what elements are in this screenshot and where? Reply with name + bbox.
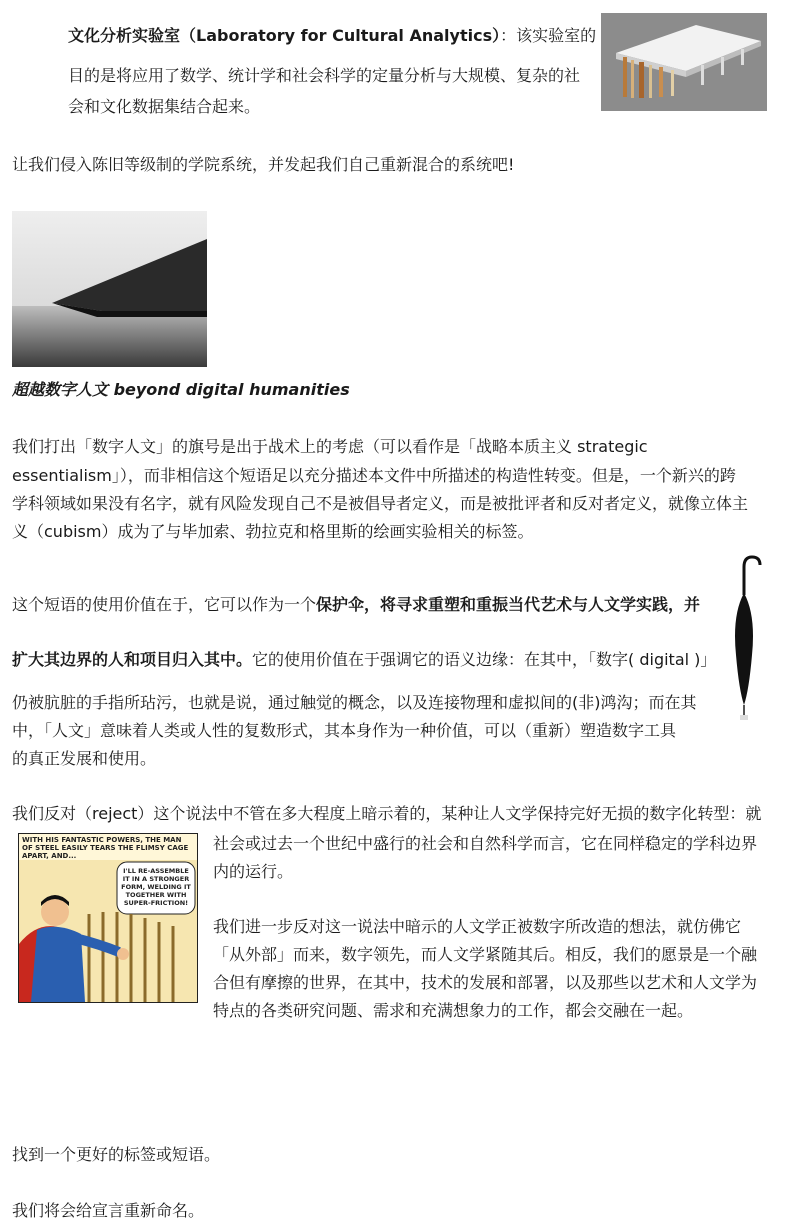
section-title: 超越数字人文 beyond digital humanities (12, 380, 350, 399)
comic-speech-bubble: I'LL RE-ASSEMBLE IT IN A STRONGER FORM, WELDING IT TOGETHER WITH SUPER-FRICTION! (121, 867, 191, 907)
para3-line-1: 我们反对（reject）这个说法中不管在多大程度上暗示着的，某种让人文学保持完好无损的数字化转型：就 (12, 804, 762, 823)
umbrella-image (722, 555, 762, 725)
para2-line-2-normal: 它的使用价值在于强调它的语义边缘：在其中，「数字( digital )」 (252, 650, 717, 669)
superman-comic-panel (18, 833, 198, 1003)
para4-line-3: 合但有摩擦的世界，在其中，技术的发展和部署，以及那些以艺术和人文学为 (213, 973, 758, 992)
rename-manifesto: 我们将会给宣言重新命名。 (12, 1201, 205, 1220)
intro-line-2: 目的是将应用了数学、统计学和社会科学的定量分析与大规模、复杂的社 (68, 66, 581, 85)
comic-caption: WITH HIS FANTASTIC POWERS, THE MAN OF STEEL EASILY TEARS THE FLIMSY CAGE APART, AND... (22, 836, 189, 860)
para2-line-1-bold: 保护伞，将寻求重塑和重振当代艺术与人文学实践，并 (316, 595, 701, 614)
para1-line-4: 义（cubism）成为了与毕加索、勃拉克和格里斯的绘画实验相关的标签。 (12, 522, 534, 541)
para4-line-2: 「从外部」而来，数字领先，而人文学紧随其后。相反，我们的愿景是一个融 (213, 945, 758, 964)
lab-title: 文化分析实验室（Laboratory for Cultural Analytics） (68, 26, 501, 45)
para2-line-1-normal: 这个短语的使用价值在于，它可以作为一个 (12, 595, 317, 614)
pier-photo (12, 211, 207, 367)
para2-line-2 (12, 648, 716, 672)
para2-line-5: 的真正发展和使用。 (12, 749, 157, 768)
intro-line-1 (68, 24, 596, 48)
para1-line-1: 我们打出「数字人文」的旗号是出于战术上的考虑（可以看作是「战略本质主义 strategic (12, 437, 648, 456)
para2-line-2-bold: 扩大其边界的人和项目归入其中。 (12, 650, 253, 669)
para2-line-3: 仍被肮脏的手指所玷污，也就是说，通过触觉的概念，以及连接物理和虚拟间的(非)鸿沟；而在其 (12, 693, 697, 712)
intro-line-3: 会和文化数据集结合起来。 (68, 97, 261, 116)
para4-line-1: 我们进一步反对这一说法中暗示的人文学正被数字所改造的想法，就仿佛它 (213, 917, 742, 936)
para1-line-3: 学科领域如果没有名字，就有风险发现自己不是被倡导者定义，而是被批评者和反对者定义，就像立体主 (12, 494, 749, 513)
para2-line-1 (12, 593, 700, 617)
para2-line-4: 中，「人文」意味着人类或人性的复数形式，其本身作为一种价值，可以（重新）塑造数字工具 (12, 721, 677, 740)
para3-line-3: 内的运行。 (213, 862, 294, 881)
lab-installation-image (601, 13, 767, 111)
para3-line-2: 社会或过去一个世纪中盛行的社会和自然科学而言，它在同样稳定的学科边界 (213, 834, 758, 853)
para1-line-2: essentialism」），而非相信这个短语足以充分描述本文件中所描述的构造性转变。但是，一个新兴的跨 (12, 466, 736, 485)
find-better-label: 找到一个更好的标签或短语。 (12, 1145, 221, 1164)
invade-sentence: 让我们侵入陈旧等级制的学院系统，并发起我们自己重新混合的系统吧! (12, 155, 515, 174)
intro-line-1-rest: ：该实验室的 (500, 26, 597, 45)
para4-line-4: 特点的各类研究问题、需求和充满想象力的工作，都会交融在一起。 (213, 1001, 694, 1020)
